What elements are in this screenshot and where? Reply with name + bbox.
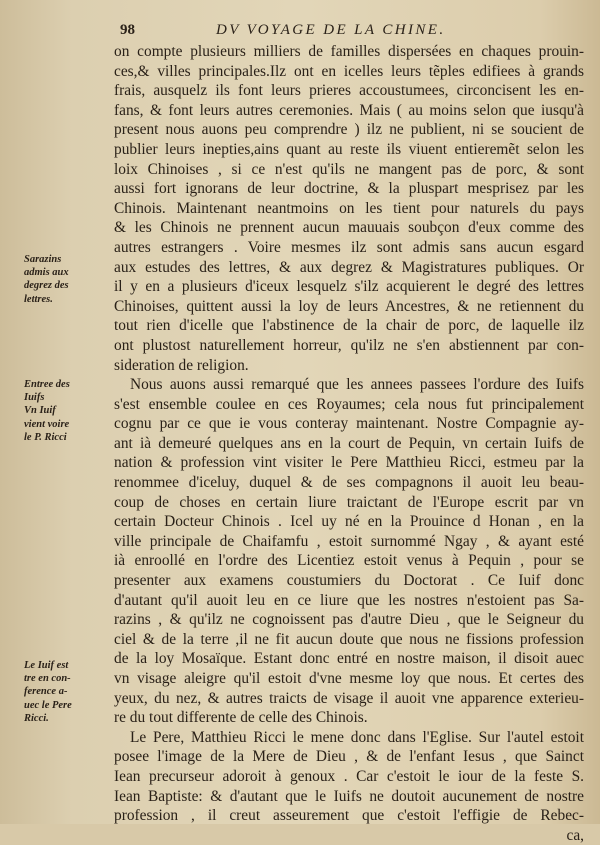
text-line: re du tout differente de celle des Chinois. bbox=[114, 709, 368, 727]
text-line: coup de choses en certain liure traictant de l'Europe escrit par vn bbox=[114, 493, 584, 511]
text-line: Chinoises, quittent aussi la loy de leurs Ancestres, & ne retiennent du bbox=[114, 297, 584, 315]
margin-note-entree-des-iuifs bbox=[24, 378, 110, 444]
margin-note-line: le P. Ricci bbox=[24, 431, 67, 443]
margin-note-line: vient voire bbox=[24, 418, 70, 430]
text-line: profession , il creut asseurement que c'estoit l'effigie de Rebec- bbox=[114, 807, 584, 825]
text-line: aux estudes des lettres, & aux degrez & Magistratures publiques. Or bbox=[114, 258, 584, 276]
text-line: ont plustost naturellement horreur, qu'ilz ne s'en abstiennent par con- bbox=[114, 336, 584, 354]
text-line: certain Docteur Chinois . Icel uy né en la Prouince d Honan , en la bbox=[114, 513, 584, 531]
text-line: ville principale de Chaifamfu , estoit surnommé Ngay , & ayant esté bbox=[114, 532, 584, 550]
margin-note-line: degrez des bbox=[24, 280, 69, 292]
margin-note-le-iuif bbox=[24, 659, 110, 725]
margin-note-line: Iuifs bbox=[24, 392, 45, 404]
margin-note-sarazins bbox=[24, 253, 110, 306]
text-line: nation & profession vint visiter le Pere Matthieu Ricci, estmeu par la bbox=[114, 454, 584, 472]
text-line: cognu par ce que ie vous conteray maintenant. Nostre Compagnie ay- bbox=[114, 415, 584, 433]
text-line: s'est ensemble coulee en ces Royaumes; cela nous fut principalement bbox=[114, 395, 584, 413]
text-line: present nous auons peu comprendre ) ilz ne publient, ni se soucient de bbox=[114, 121, 584, 139]
margin-note-line: ference a- bbox=[24, 686, 68, 698]
margin-note-line: Entree des bbox=[24, 379, 70, 390]
text-line: il y en a plusieurs d'iceux lesquelz s'ilz acquierent le degré des lettres bbox=[114, 278, 584, 296]
text-line: de la loy Mosaïque. Estant donc entré en nostre maison, il disoit auec bbox=[114, 650, 584, 668]
margin-note-line: uec le Pere bbox=[24, 699, 72, 711]
text-line: Iean precurseur adoroit à genoux . Car c'estoit le iour de la feste S. bbox=[114, 767, 584, 785]
margin-note-line: Sarazins bbox=[24, 254, 62, 265]
page-header bbox=[120, 22, 580, 42]
text-line: razins , & qu'ilz ne cognoissent pas d'autre Dieu , que le Seigneur du bbox=[114, 611, 584, 629]
text-line: renommee d'iceluy, duquel & de ses compagnons il auoit leu beau- bbox=[114, 474, 584, 492]
text-line: & les Chinois ne prennent aucun mauuais soubçon d'eux comme des bbox=[114, 219, 584, 237]
text-line: loix Chinoises , si ce n'est qu'ils ne mangent pas de porc, & sont bbox=[114, 160, 584, 178]
text-line: yeux, du nez, & autres traicts de visage il auoit vne apparence exterieu- bbox=[114, 689, 584, 707]
running-title: DV VOYAGE DE LA CHINE. bbox=[216, 22, 446, 38]
text-line: ià enroollé en l'ordre des Licentiez estoit venus à Pequin , pour se bbox=[114, 552, 584, 570]
margin-note-line: Ricci. bbox=[24, 712, 49, 724]
text-line: Chinois. Maintenant neantmoins on les tient pour naturels du pays bbox=[114, 199, 584, 217]
margin-note-line: tre en con- bbox=[24, 673, 71, 685]
margin-note-line: Vn Iuif bbox=[24, 405, 56, 417]
body-text bbox=[114, 42, 584, 845]
text-line: ces,& villes principales.Ilz ont en icelles leurs tẽples edifiees à grands bbox=[114, 62, 584, 80]
text-line: publier leurs inepties,ains quant au reste ils viuent entieremẽt selon les bbox=[114, 140, 584, 158]
text-line: on compte plusieurs milliers de familles dispersées en chaques prouin- bbox=[114, 43, 584, 60]
text-line: fans, & font leurs autres ceremonies. Mais ( au moins selon que iusqu'à bbox=[114, 101, 584, 119]
text-line: autres estrangers . Voire mesmes ilz sont admis sans aucun esgard bbox=[114, 238, 584, 256]
text-line: frais, ausquelz ils font leurs prieres accoustumees, circoncisent les en- bbox=[114, 82, 584, 100]
text-line: Iean Baptiste: & d'autant que le Iuifs ne doutoit aucunement de nostre bbox=[114, 787, 584, 805]
text-line: posee l'image de la Mere de Dieu , & de l'enfant Iesus , que Sainct bbox=[114, 748, 584, 766]
margin-note-line: lettres. bbox=[24, 293, 53, 305]
text-line: aussi fort ignorans de leur doctrine, & la pluspart mesprisez par les bbox=[114, 180, 584, 198]
text-line: vn visage aleigre qu'il estoit d'vne mesme loy que nous. Et certes des bbox=[114, 670, 584, 687]
text-line: Nous auons aussi remarqué que les annees passees l'ordure des Iuifs bbox=[130, 376, 584, 394]
margin-note-line: Le Iuif est bbox=[24, 660, 69, 671]
page-number: 98 bbox=[120, 22, 135, 38]
text-line: ca, bbox=[566, 826, 584, 844]
text-line: tout rien d'icelle que l'abstinence de la chair de porc, de laquelle ilz bbox=[114, 317, 584, 335]
text-line: ciel & de la terre ,il ne fit aucun doute que nous ne fissions profession bbox=[114, 630, 584, 648]
margin-note-line: admis aux bbox=[24, 267, 69, 279]
text-line: sideration de religion. bbox=[114, 356, 249, 374]
text-line: Le Pere, Matthieu Ricci le mene donc dans l'Eglise. Sur l'autel estoit bbox=[130, 728, 584, 746]
text-line: presenter aux examens coustumiers du Doctorat . Ce Iuif donc bbox=[114, 572, 584, 590]
text-line: d'autant qu'il auoit leu en ce liure que les nostres n'estoient pas Sa- bbox=[114, 591, 584, 609]
text-line: ant ià demeuré quelques ans en la court de Pequin, vn certain Iuifs de bbox=[114, 434, 584, 452]
